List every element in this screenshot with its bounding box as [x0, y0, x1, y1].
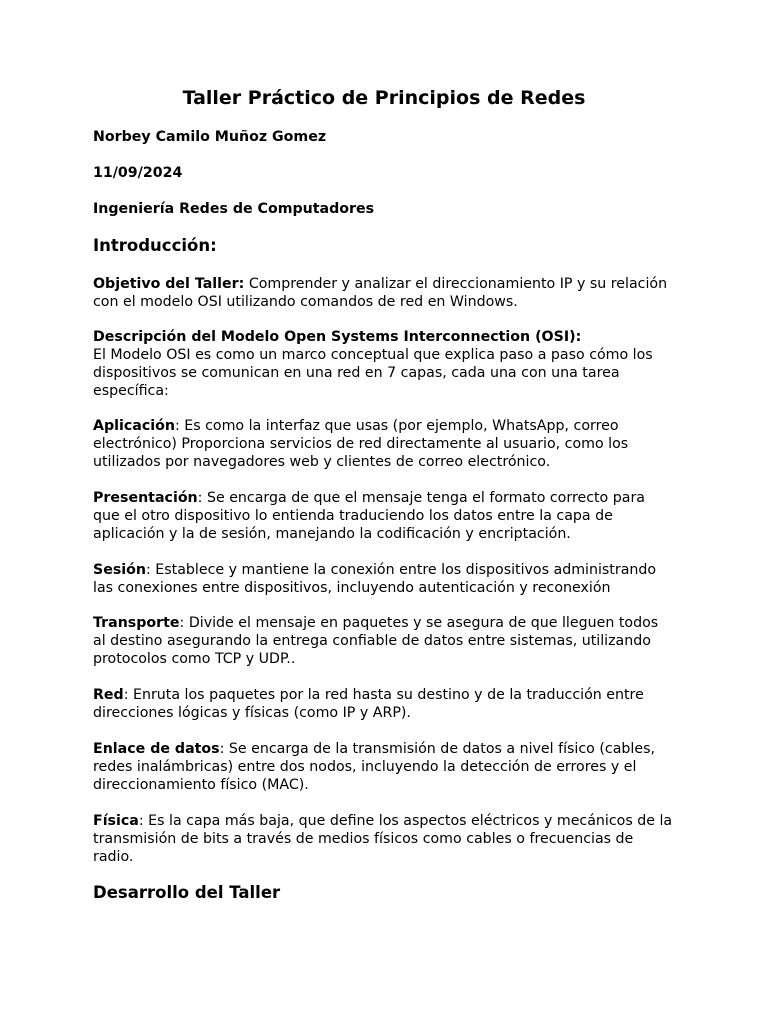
- layer-presentation-text-1: : Se encarga de que el mensaje tenga el formato correcto para: [197, 490, 645, 506]
- layer-application-line-1: [93, 417, 683, 435]
- layer-datalink-paragraph: [93, 740, 683, 794]
- layer-presentation-line-2: que el otro dispositivo lo entienda traduciendo los datos entre la capa de: [93, 508, 613, 524]
- layer-physical-line-3: radio.: [93, 849, 134, 865]
- layer-transport-line-3: protocolos como TCP y UDP..: [93, 651, 296, 667]
- layer-physical-line-2: transmisión de bits a través de medios físicos como cables o frecuencias de: [93, 831, 634, 847]
- layer-physical-text-1: : Es la capa más baja, que define los aspectos eléctricos y mecánicos de la: [138, 813, 673, 829]
- objective-label: Objetivo del Taller:: [93, 276, 245, 292]
- objective-text-1: Comprender y analizar el direccionamiento IP y su relación: [244, 276, 668, 292]
- author-name: Norbey Camilo Muñoz Gomez: [93, 129, 327, 145]
- program-name: Ingeniería Redes de Computadores: [93, 201, 375, 217]
- layer-application-name: Aplicación: [93, 418, 175, 434]
- osi-description-label: [93, 328, 683, 346]
- layer-transport-line-1: [93, 614, 683, 632]
- document-date: 11/09/2024: [93, 165, 183, 181]
- layer-datalink-line-1: [93, 740, 683, 758]
- osi-description-paragraph: [93, 328, 683, 400]
- layer-session-text-1: : Establece y mantiene la conexión entre los dispositivos administrando: [146, 562, 657, 578]
- layer-network-text-1: : Enruta los paquetes por la red hasta su destino y de la traducción entre: [123, 687, 644, 703]
- layer-transport-name: Transporte: [93, 615, 180, 631]
- layer-application-text-1: : Es como la interfaz que usas (por ejemplo, WhatsApp, correo: [174, 418, 619, 434]
- layer-datalink-line-3: direccionamiento físico (MAC).: [93, 777, 309, 793]
- layer-transport-line-2: al destino asegurando la entrega confiable de datos entre sistemas, utilizando: [93, 633, 651, 649]
- document-title: Taller Práctico de Principios de Redes: [182, 87, 586, 109]
- objective-paragraph: [93, 275, 683, 311]
- objective-line-2: con el modelo OSI utilizando comandos de red en Windows.: [93, 294, 518, 310]
- layer-physical-line-1: [93, 812, 683, 830]
- osi-description-line-3: específica:: [93, 383, 169, 399]
- layer-presentation-paragraph: [93, 489, 683, 543]
- layer-transport-text-1: : Divide el mensaje en paquetes y se asegura de que lleguen todos: [179, 615, 659, 631]
- development-heading: Desarrollo del Taller: [93, 883, 281, 902]
- layer-physical-paragraph: [93, 812, 683, 866]
- layer-session-line-2: las conexiones entre dispositivos, incluyendo autenticación y reconexión: [93, 580, 611, 596]
- layer-network-line-2: direcciones lógicas y físicas (como IP y ARP).: [93, 705, 411, 721]
- layer-presentation-line-3: aplicación y la de sesión, manejando la codificación y encriptación.: [93, 526, 571, 542]
- osi-description-line-2: dispositivos se comunican en una red en 7 capas, cada una con una tarea: [93, 365, 620, 381]
- layer-network-name: Red: [93, 687, 124, 703]
- layer-network-line-1: [93, 686, 683, 704]
- osi-description-line-1: El Modelo OSI es como un marco conceptual que explica paso a paso cómo los: [93, 347, 653, 363]
- layer-session-line-1: [93, 561, 683, 579]
- layer-datalink-name: Enlace de datos: [93, 741, 220, 757]
- layer-datalink-line-2: redes inalámbricas) entre dos nodos, incluyendo la detección de errores y el: [93, 759, 637, 775]
- layer-datalink-text-1: : Se encarga de la transmisión de datos a nivel físico (cables,: [219, 741, 655, 757]
- intro-heading: Introducción:: [93, 236, 217, 255]
- layer-application-line-2: electrónico) Proporciona servicios de red directamente al usuario, como los: [93, 436, 629, 452]
- layer-transport-paragraph: [93, 614, 683, 668]
- layer-session-paragraph: [93, 561, 683, 597]
- objective-line-1: [93, 275, 683, 293]
- osi-description-label-text: Descripción del Modelo Open Systems Interconnection (OSI):: [93, 329, 582, 345]
- layer-application-line-3: utilizados por navegadores web y clientes de correo electrónico.: [93, 454, 551, 470]
- layer-application-paragraph: [93, 417, 683, 471]
- layer-presentation-line-1: [93, 489, 683, 507]
- layer-presentation-name: Presentación: [93, 490, 198, 506]
- layer-physical-name: Física: [93, 813, 139, 829]
- layer-session-name: Sesión: [93, 562, 146, 578]
- layer-network-paragraph: [93, 686, 683, 722]
